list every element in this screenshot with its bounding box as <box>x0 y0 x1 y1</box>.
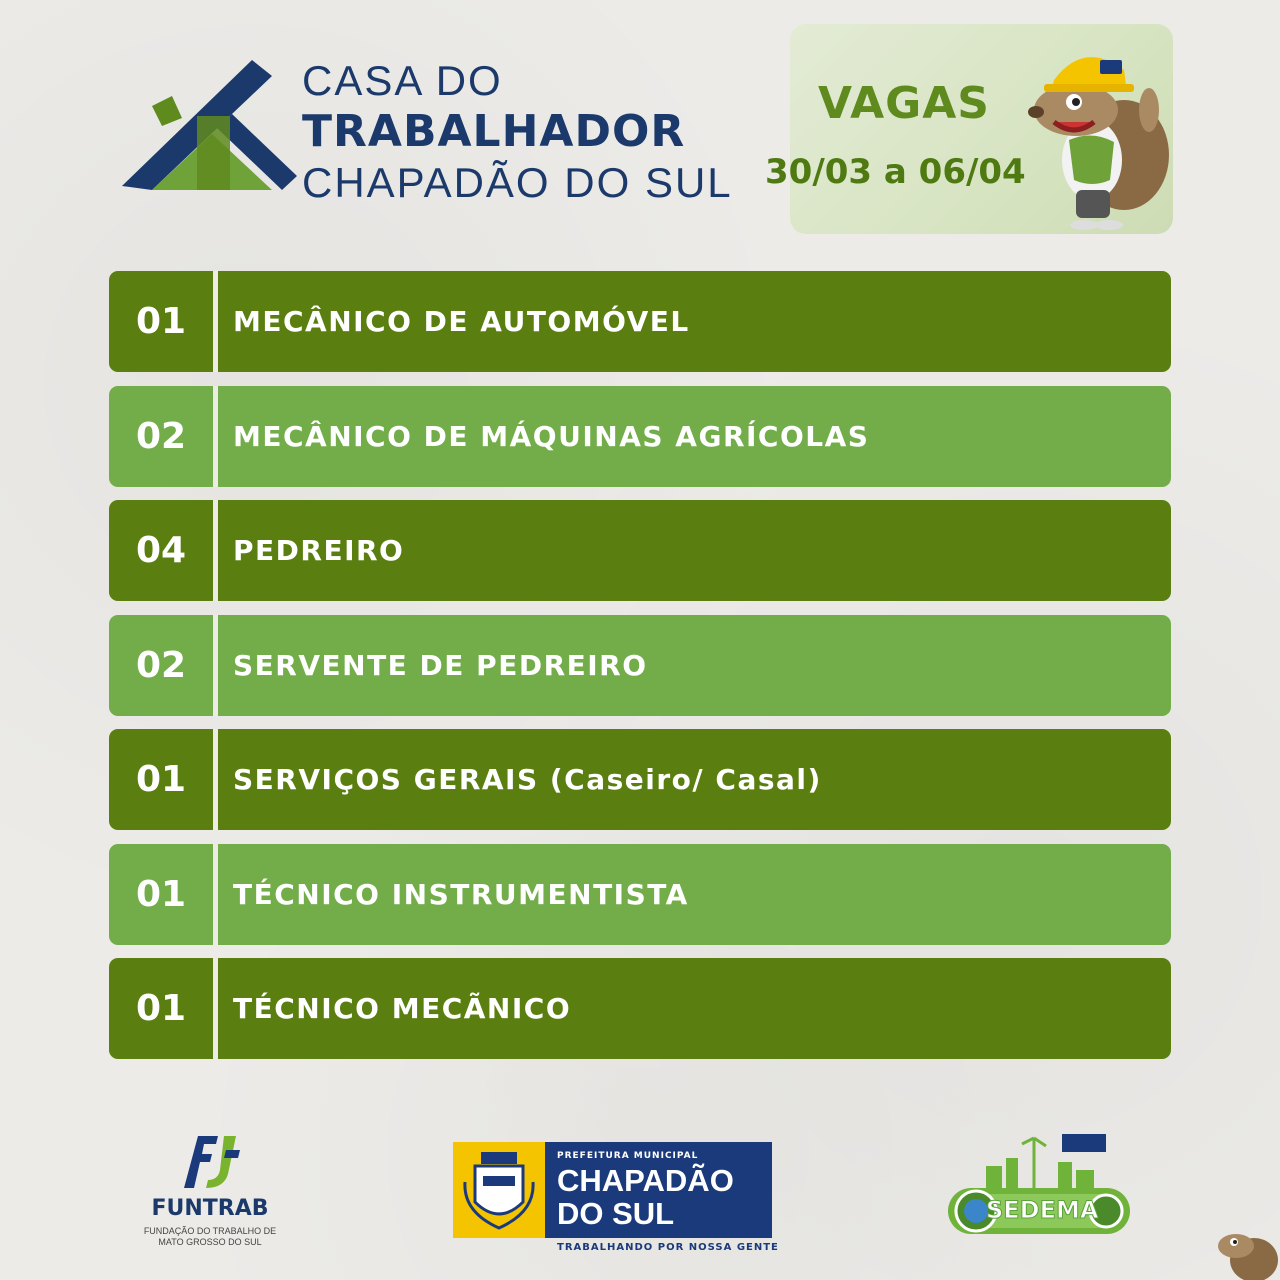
page-title <box>302 58 733 206</box>
job-row <box>109 958 1171 1059</box>
job-count: 01 <box>135 988 187 1029</box>
funtrab-subtitle: FUNDAÇÃO DO TRABALHO DE MATO GROSSO DO SUL <box>143 1226 277 1247</box>
job-row <box>109 615 1171 716</box>
job-count: 01 <box>135 873 187 915</box>
job-row <box>109 844 1171 945</box>
vagas-date-range: 30/03 a 06/04 <box>765 152 1026 192</box>
title-line-1: CASA DO <box>302 57 503 104</box>
job-title: MECÂNICO DE AUTOMÓVEL <box>233 305 690 338</box>
job-row <box>109 729 1171 830</box>
prefeitura-city-name: CHAPADÃO DO SUL <box>557 1163 734 1231</box>
prefeitura-tagline: TRABALHANDO POR NOSSA GENTE <box>557 1242 779 1253</box>
job-count: 04 <box>135 530 187 571</box>
prefeitura-seal <box>453 1142 545 1238</box>
job-count: 02 <box>135 415 187 457</box>
title-line-3: CHAPADÃO DO SUL <box>302 159 733 206</box>
title-line-2: TRABALHADOR <box>302 106 686 157</box>
vagas-heading: VAGAS <box>818 78 990 129</box>
job-list <box>109 271 1171 1073</box>
job-title: MECÂNICO DE MÁQUINAS AGRÍCOLAS <box>233 419 870 453</box>
job-title: TÉCNICO MECÃNICO <box>233 992 572 1025</box>
job-row <box>109 386 1171 487</box>
job-count: 01 <box>135 301 187 342</box>
armadillo-mascot-icon <box>1014 30 1174 230</box>
funtrab-name: FUNTRAB <box>151 1196 269 1221</box>
job-row <box>109 500 1171 601</box>
job-title: SERVIÇOS GERAIS (Caseiro/ Casal) <box>233 763 822 796</box>
city-coat-of-arms-icon <box>453 1142 545 1238</box>
job-title: SERVENTE DE PEDREIRO <box>233 648 648 682</box>
casa-do-trabalhador-logo-icon <box>112 56 302 196</box>
sedema-logo <box>946 1132 1136 1242</box>
job-row <box>109 271 1171 372</box>
prefeitura-label: PREFEITURA MUNICIPAL <box>557 1151 699 1161</box>
job-count: 02 <box>135 644 187 686</box>
job-title: TÉCNICO INSTRUMENTISTA <box>233 877 689 911</box>
job-count: 01 <box>135 759 187 800</box>
prefeitura-logo <box>453 1142 779 1253</box>
sedema-emblem-icon <box>946 1132 1136 1242</box>
funtrab-mark-icon <box>140 1130 280 1196</box>
sedema-name: SEDEMA <box>986 1196 1099 1224</box>
armadillo-corner-icon <box>1214 1216 1280 1280</box>
job-title: PEDREIRO <box>233 534 405 567</box>
funtrab-logo <box>140 1130 280 1260</box>
